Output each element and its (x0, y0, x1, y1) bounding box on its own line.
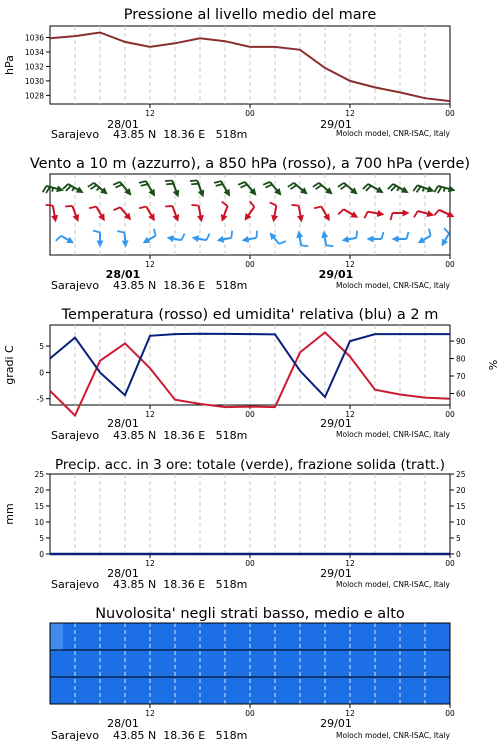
pressure-location: Sarajevo 43.85 N 18.36 E 518m (51, 128, 248, 141)
wind-barb (43, 185, 64, 193)
x-tick-label: 12 (145, 709, 155, 718)
y-tick-label: 0 (456, 550, 461, 559)
x-tick-label: 00 (245, 709, 255, 718)
x-tick-label: 00 (445, 410, 455, 419)
wind-barb-feather (190, 180, 197, 181)
y-tick-label: 5 (456, 534, 461, 543)
wind-barb (139, 181, 155, 197)
wind-date-28: 28/01 (105, 268, 141, 281)
wind-arrowhead (342, 236, 350, 243)
y-tick-label: 20 (456, 486, 466, 495)
y-tick-label: 90 (456, 337, 466, 347)
y-tick-label: 1034 (24, 48, 44, 57)
wind-arrowhead (97, 241, 104, 248)
precip-title: Precip. acc. in 3 ore: totale (verde), frazione solida (tratt.) (55, 457, 445, 473)
wind-barb-feather (391, 213, 393, 220)
wind-barb (56, 236, 74, 244)
wind-barb-feather (216, 184, 223, 186)
pressure-credit: Moloch model, CNR-ISAC, Italy (336, 129, 450, 138)
wind-barb-feather (139, 181, 146, 183)
y-tick-label: 15 (34, 502, 44, 511)
y-tick-label: 25 (34, 470, 44, 479)
wind-arrowhead (427, 210, 435, 217)
humidity-y-ticks (450, 337, 466, 398)
wind-barb (242, 231, 258, 243)
cloud-location: Sarajevo 43.85 N 18.36 E 518m (51, 729, 248, 742)
y-tick-label: 0 (39, 550, 44, 559)
wind-barb-feather (91, 185, 97, 189)
wind-barb (434, 185, 455, 193)
wind-arrowhead (403, 210, 410, 217)
wind-barb-feather (214, 181, 221, 183)
wind-barb-feather (338, 209, 343, 214)
cloud-date-29: 29/01 (320, 717, 352, 730)
x-tick-label: 00 (445, 109, 455, 118)
wind-barb (113, 182, 131, 196)
wind-location: Sarajevo 43.85 N 18.36 E 518m (51, 279, 248, 292)
pressure-time-grid (75, 26, 425, 104)
wind-barb (270, 232, 286, 243)
wind-barb-half-feather (423, 188, 424, 192)
wind-barb-feather (416, 186, 420, 192)
wind-barb-feather (191, 205, 198, 206)
x-tick-label: 00 (445, 559, 455, 568)
wind-barb-feather (238, 182, 245, 185)
wind-arrowhead (271, 215, 278, 223)
wind-barb (165, 180, 179, 197)
wind-barb-feather (88, 183, 94, 187)
wind-barb (221, 202, 228, 222)
wind-barb (65, 206, 79, 222)
precip-x-ticks (145, 554, 455, 568)
wind-barb-feather (166, 184, 173, 185)
y-tick-label: 1036 (24, 33, 44, 43)
y-tick-label: 5 (39, 534, 44, 543)
wind-barb (191, 205, 203, 222)
pressure-x-ticks (145, 104, 455, 118)
wind-barb-feather (279, 241, 286, 244)
x-tick-label: 00 (245, 260, 255, 269)
temperature-x-ticks (145, 405, 455, 419)
wind-arrowhead (392, 236, 399, 243)
y-tick-label: 1032 (24, 62, 44, 72)
pressure-y-ticks (25, 34, 50, 101)
wind-barb (321, 231, 333, 247)
wind-arrowhead (448, 185, 456, 192)
wind-x-ticks (145, 255, 455, 269)
x-tick-label: 12 (145, 559, 155, 568)
wind-barb (192, 234, 210, 243)
x-tick-label: 00 (445, 260, 455, 269)
y-tick-label: 5 (39, 342, 44, 352)
wind-barb-feather (438, 187, 442, 193)
humidity-ylabel: % (486, 359, 499, 371)
temperature-panel (3, 307, 499, 442)
wind-barb (338, 209, 358, 218)
precip-date-28: 28/01 (107, 567, 139, 580)
pressure-ylabel: hPa (3, 55, 16, 75)
wind-barb (291, 205, 303, 222)
wind-arrowhead (297, 215, 304, 223)
wind-barb-feather (43, 186, 47, 192)
wind-barb (238, 182, 256, 196)
wind-barb (363, 184, 384, 193)
wind-barb-feather (382, 232, 384, 239)
wind-barb-feather (263, 182, 270, 185)
y-tick-label: 20 (34, 486, 44, 495)
wind-barb (214, 181, 230, 197)
wind-barb (270, 202, 278, 222)
x-tick-label: 12 (345, 109, 355, 118)
x-tick-label: 12 (345, 260, 355, 269)
wind-barb (190, 180, 204, 197)
wind-barb (93, 231, 104, 248)
wind-barb-feather (46, 187, 50, 193)
temperature-y-ticks (37, 342, 50, 404)
wind-barb (89, 207, 105, 222)
wind-barb-feather (93, 231, 100, 233)
temperature-time-grid (75, 325, 425, 405)
wind-arrowhead (51, 215, 58, 223)
cloud-title: Nuvolosita' negli strati basso, medio e alto (95, 606, 405, 622)
wind-arrowhead (377, 210, 385, 217)
wind-barb-feather (414, 211, 418, 217)
precip-date-29: 29/01 (320, 567, 352, 580)
y-tick-label: 25 (456, 470, 466, 479)
y-tick-label: 15 (456, 502, 466, 511)
y-tick-label: 10 (456, 518, 466, 527)
temperature-ylabel: gradi C (3, 345, 16, 385)
wind-barb (313, 183, 333, 195)
pressure-date-28: 28/01 (107, 118, 139, 131)
wind-credit: Moloch model, CNR-ISAC, Italy (336, 281, 450, 290)
pressure-panel (3, 7, 455, 141)
wind-barb-feather (113, 182, 120, 185)
wind-barb (217, 231, 233, 243)
wind-barb (418, 229, 431, 244)
wind-barb (342, 231, 358, 243)
temperature-title: Temperatura (rosso) ed umidita' relativa (blu) a 2 m (61, 307, 439, 323)
cloud-layers (50, 623, 450, 704)
wind-arrowhead (217, 236, 225, 243)
wind-arrowhead (122, 240, 129, 247)
wind-barb-half-feather (97, 187, 100, 190)
wind-barb-feather (117, 231, 124, 232)
wind-barb (88, 183, 108, 195)
temperature-credit: Moloch model, CNR-ISAC, Italy (336, 430, 450, 439)
wind-barb-feather (114, 207, 121, 210)
wind-barb (165, 206, 179, 222)
wind-barb-feather (314, 207, 321, 209)
y-tick-label: 10 (34, 518, 44, 527)
wind-barb-feather (56, 236, 61, 241)
pressure-date-29: 29/01 (320, 118, 352, 131)
pressure-title: Pressione al livello medio del mare (123, 7, 377, 23)
wind-barb-feather (429, 229, 431, 236)
y-tick-label: 1028 (24, 91, 44, 101)
wind-barb-feather (181, 234, 184, 241)
wind-barb-half-feather (397, 188, 399, 191)
y-tick-label: -5 (36, 394, 44, 404)
temperature-date-28: 28/01 (107, 417, 139, 430)
wind-barb (442, 228, 450, 246)
wind-title: Vento a 10 m (azzurro), a 850 hPa (rosso), a 700 hPa (verde) (29, 156, 471, 172)
wind-barb-feather (139, 207, 146, 209)
wind-barb (296, 231, 308, 247)
wind-barb-feather (265, 185, 272, 188)
wind-barb-feather (326, 245, 333, 246)
x-tick-label: 00 (245, 559, 255, 568)
wind-panel (30, 156, 470, 292)
wind-barb-feather (434, 210, 439, 215)
wind-barb (388, 184, 409, 193)
wind-barb-feather (46, 205, 53, 206)
wind-barb-half-feather (52, 188, 53, 192)
precip-time-grid (75, 474, 425, 554)
humidity-line (50, 334, 450, 397)
wind-barb (46, 205, 58, 222)
wind-barb (167, 234, 185, 243)
cloud-panel (50, 606, 455, 742)
x-tick-label: 12 (345, 559, 355, 568)
wind-barb-feather (316, 185, 322, 189)
wind-barb-feather (413, 185, 417, 191)
precip-panel (3, 457, 466, 591)
wind-arrowhead (167, 235, 175, 242)
y-tick-label: 1030 (24, 76, 44, 86)
wind-arrowhead (197, 215, 204, 223)
precip-y-ticks-right (450, 470, 466, 559)
wind-arrowhead (242, 236, 250, 243)
wind-barb (143, 229, 156, 244)
wind-barb (364, 210, 384, 218)
wind-barb-feather (291, 185, 297, 189)
cloud-date-28: 28/01 (107, 717, 139, 730)
wind-barb-half-feather (444, 188, 445, 192)
wind-barb-feather (240, 185, 247, 188)
y-tick-label: 60 (456, 389, 466, 399)
wind-barb-feather (364, 212, 367, 219)
wind-barb (314, 207, 330, 222)
wind-arrowhead (367, 236, 374, 243)
wind-barb-feather (288, 183, 294, 187)
x-tick-label: 12 (145, 260, 155, 269)
wind-barb-feather (313, 183, 319, 187)
wind-barb-feather (341, 185, 347, 189)
wind-barb-feather (191, 184, 198, 185)
wind-barb (288, 183, 308, 195)
wind-barb-feather (231, 231, 232, 238)
wind-barb-feather (89, 207, 96, 209)
wind-arrowhead (192, 235, 200, 242)
wind-barb (434, 210, 454, 217)
wind-barb-feather (407, 232, 409, 239)
wind-barb-feather (291, 205, 298, 206)
y-tick-label: 0 (39, 368, 44, 378)
wind-barb (139, 207, 155, 222)
wind-barb-feather (338, 183, 344, 187)
precip-ylabel: mm (3, 503, 16, 525)
wind-barb-feather (206, 234, 209, 241)
x-tick-label: 00 (445, 709, 455, 718)
wind-barb-feather (165, 206, 172, 207)
wind-barb-feather (65, 206, 72, 207)
temperature-date-29: 29/01 (320, 417, 352, 430)
x-tick-label: 00 (245, 410, 255, 419)
wind-barb (245, 201, 255, 221)
cloud-x-ticks (145, 704, 455, 718)
x-tick-label: 12 (345, 410, 355, 419)
wind-barb (338, 183, 358, 195)
y-tick-label: 70 (456, 372, 466, 382)
wind-barb-feather (115, 185, 122, 188)
wind-barbs (43, 180, 456, 247)
precip-location: Sarajevo 43.85 N 18.36 E 518m (51, 578, 248, 591)
x-tick-label: 12 (345, 709, 355, 718)
wind-barb-feather (256, 231, 257, 238)
wind-barb-feather (154, 229, 156, 236)
wind-barb-feather (141, 184, 148, 186)
wind-barb (414, 210, 434, 217)
precip-credit: Moloch model, CNR-ISAC, Italy (336, 580, 450, 589)
cloud-credit: Moloch model, CNR-ISAC, Italy (336, 731, 450, 740)
wind-date-29: 29/01 (318, 268, 354, 281)
precip-frame (50, 474, 450, 554)
wind-barb (263, 182, 281, 196)
temperature-location: Sarajevo 43.85 N 18.36 E 518m (51, 429, 248, 442)
wind-barb-feather (356, 231, 357, 238)
wind-barb-feather (434, 186, 438, 192)
y-tick-label: 80 (456, 354, 466, 364)
wind-barb (413, 185, 434, 192)
x-tick-label: 00 (245, 109, 255, 118)
cloud-layer-edge (50, 623, 63, 650)
wind-barb (117, 231, 128, 247)
wind-barb-feather (301, 245, 308, 246)
wind-barb-feather (444, 228, 449, 233)
x-tick-label: 12 (145, 410, 155, 419)
wind-barb (114, 207, 132, 220)
wind-barb (63, 184, 84, 193)
x-tick-label: 12 (145, 109, 155, 118)
precip-y-ticks (34, 470, 50, 559)
wind-barb-feather (165, 180, 172, 181)
wind-barb-half-feather (72, 188, 74, 191)
